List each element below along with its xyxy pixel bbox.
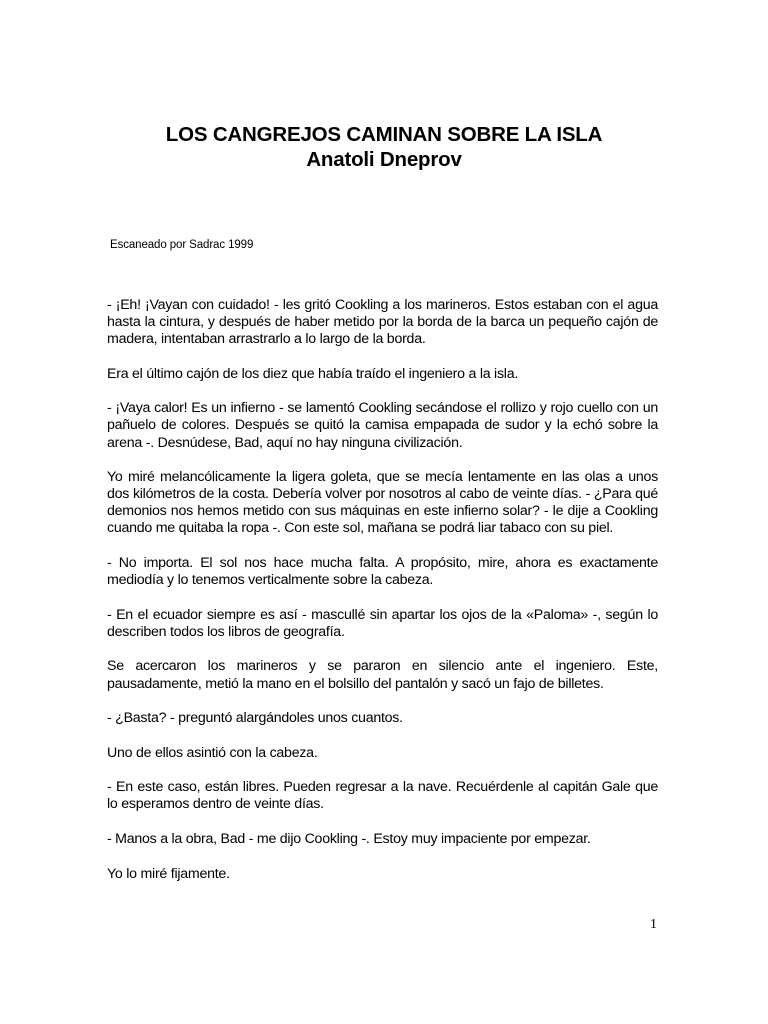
paragraph: Yo miré melancólicamente la ligera goleta, que se mecía lentamente en las olas a unos dos kilómetros de la costa. Debería volver por nosotros al cabo de veinte días. - ¿Para qué demonios nos hemos metido con sus máquinas en este infierno solar? - le dije a Cookling cuando me quitaba la ropa -. Con este sol, mañana se podrá liar tabaco con su piel. — [107, 469, 658, 537]
paragraph: - No importa. El sol nos hace mucha falta. A propósito, mire, ahora es exactamente mediodía y lo tenemos verticalmente sobre la cabeza. — [107, 555, 658, 589]
paragraph: Se acercaron los marineros y se pararon en silencio ante el ingeniero. Este, pausadamente, metió la mano en el bolsillo del pantalón y sacó un fajo de billetes. — [107, 658, 658, 692]
paragraph: - Manos a la obra, Bad - me dijo Cookling -. Estoy muy impaciente por empezar. — [107, 830, 591, 847]
paragraph: Uno de ellos asintió con la cabeza. — [107, 744, 318, 761]
paragraph: - ¿Basta? - preguntó alargándoles unos cuantos. — [107, 710, 403, 727]
page-number: 1 — [650, 917, 657, 932]
scan-credit: Escaneado por Sadrac 1999 — [110, 239, 254, 251]
paragraph: Era el último cajón de los diez que había traído el ingeniero a la isla. — [107, 365, 519, 382]
paragraph: - En el ecuador siempre es así - mascullé sin apartar los ojos de la «Paloma» -, según lo describen todos los libros de geografía. — [107, 606, 658, 640]
paragraph: - ¡Eh! ¡Vayan con cuidado! - les gritó Cookling a los marineros. Estos estaban con el agua hasta la cintura, y después de haber metido por la borda de la barca un pequeño cajón de madera, intentaban arrastrarlo a lo largo de la borda. — [107, 297, 658, 348]
document-author: Anatoli Dneprov — [306, 148, 462, 171]
body-text — [107, 297, 658, 900]
paragraph: Yo lo miré fijamente. — [107, 865, 230, 882]
paragraph: - ¡Vaya calor! Es un infierno - se lamentó Cookling secándose el rollizo y rojo cuello con un pañuelo de colores. Después se quitó la camisa empapada de sudor y la echó sobre la arena -. Desnúdese, Bad, aquí no hay ninguna civilización. — [107, 400, 658, 451]
paragraph: - En este caso, están libres. Pueden regresar a la nave. Recuérdenle al capitán Gale que lo esperamos dentro de veinte días. — [107, 779, 658, 813]
title-block — [0, 122, 768, 172]
document-title: LOS CANGREJOS CAMINAN SOBRE LA ISLA — [165, 123, 603, 146]
